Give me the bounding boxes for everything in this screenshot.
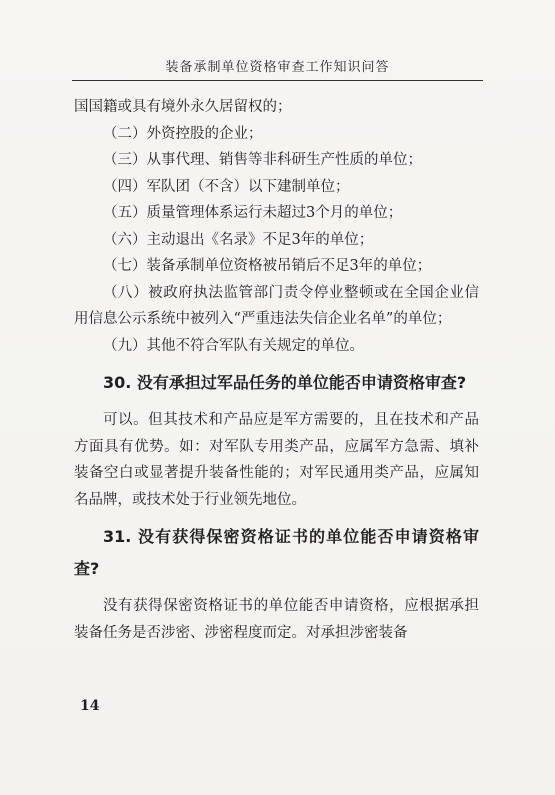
list-item: （七）装备承制单位资格被吊销后不足3年的单位； — [103, 258, 432, 274]
header-rule — [72, 80, 483, 81]
list-item: （二）外资控股的企业； — [103, 125, 263, 142]
list-item: （四）军队团（不含）以下建制单位； — [103, 178, 350, 195]
list-item: （六）主动退出《名录》不足3年的单位； — [103, 231, 374, 248]
list-item: （八）被政府执法监管部门责令停业整顿或在全国企业信用信息公示系统中被列入“严重违法失信企业名单”的单位； — [74, 284, 479, 327]
list-item: （五）质量管理体系运行未超过3个月的单位； — [103, 205, 403, 221]
page-number: 14 — [80, 698, 100, 714]
question-30-heading: 30. 没有承担过军品任务的单位能否申请资格审查? — [103, 373, 467, 392]
running-header: 装备承制单位资格审查工作知识问答 — [165, 60, 390, 75]
continued-text: 国国籍或具有境外永久居留权的； — [74, 99, 292, 115]
question-31-heading: 31. 没有获得保密资格证书的单位能否申请资格审查? — [74, 527, 479, 578]
answer-31-paragraph: 没有获得保密资格证书的单位能否申请资格，应根据承担装备任务是否涉密、涉密程度而定。对承担涉密装备 — [74, 598, 479, 641]
list-item: （三）从事代理、销售等非科研生产性质的单位； — [103, 152, 422, 168]
answer-30-paragraph: 可以。但其技术和产品应是军方需要的，且在技术和产品方面具有优势。如：对军队专用类产品，应属军方急需、填补装备空白或显著提升装备性能的；对军民通用类产品，应属知名品牌，或技术处于行业领先地位。 — [74, 412, 479, 508]
page-body — [74, 94, 479, 646]
list-item: （九）其他不符合军队有关规定的单位。 — [103, 337, 364, 354]
